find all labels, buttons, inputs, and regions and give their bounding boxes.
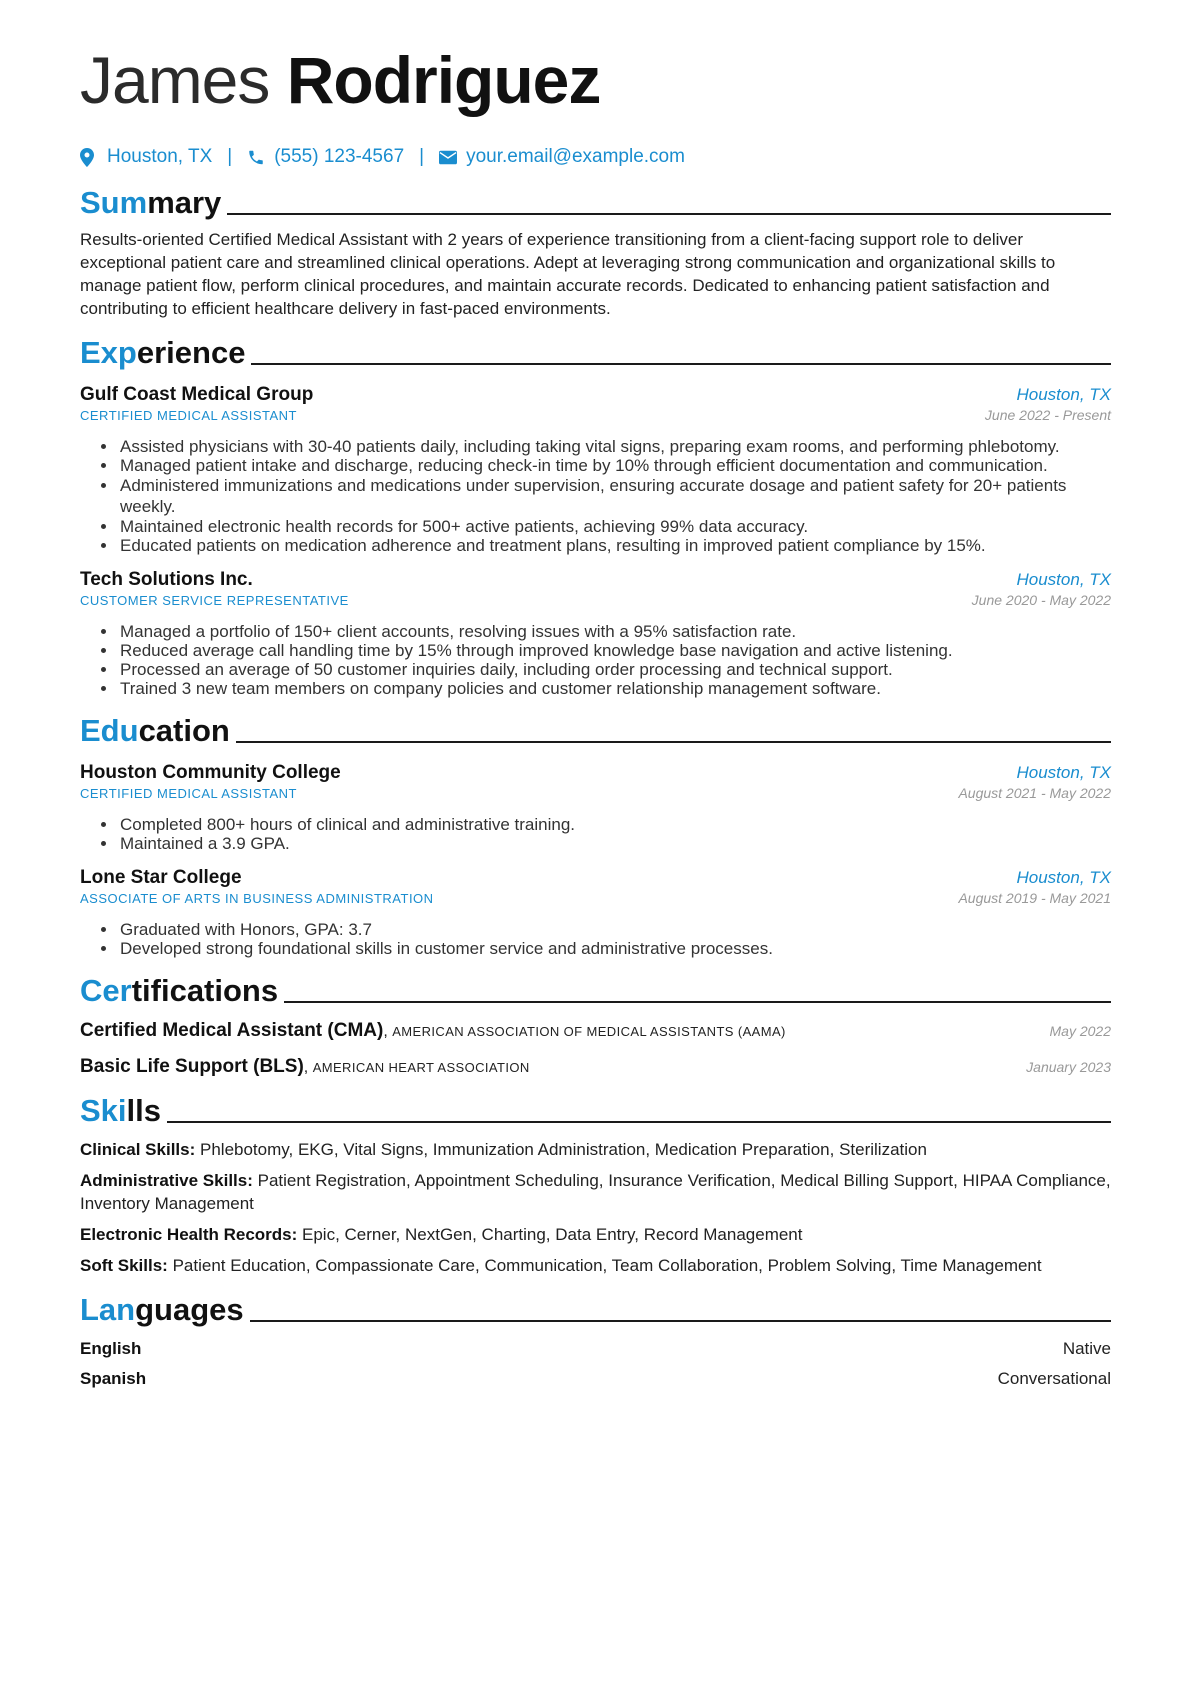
list-item: • Graduated with Honors, GPA: 3.7 [118,920,1111,939]
language-name: English [80,1339,142,1358]
certification-date: January 2023 [1026,1059,1111,1075]
entry-role: ASSOCIATE OF ARTS IN BUSINESS ADMINISTRATION [80,891,434,906]
contact-email[interactable] [439,146,685,168]
section-title: Summary [80,185,222,220]
skill-label: Electronic Health Records: [80,1225,298,1244]
entry-organization: Tech Solutions Inc. [80,569,253,590]
email-text: your.email@example.com [466,146,685,167]
skill-value: Patient Registration, Appointment Scheduling, Insurance Verification, Medical Billing Support, HIPAA Compliance, Inventory Management [80,1171,1111,1213]
resume-name [80,36,1111,124]
education-heading [80,712,1111,750]
contact-location [80,146,212,168]
list-item: • Reduced average call handling time by 15% through improved knowledge base navigation and active listening. [118,641,1111,660]
skill-item [80,1254,1111,1277]
experience-heading [80,334,1111,372]
skill-label: Clinical Skills: [80,1140,196,1159]
list-item: • Developed strong foundational skills in customer service and administrative processes. [118,939,1111,958]
languages-heading [80,1291,1111,1329]
envelope-icon [439,147,457,167]
entry-bullets [80,920,1111,958]
first-name: James [80,43,270,117]
list-item: • Educated patients on medication adherence and treatment plans, resulting in improved patient compliance by 15%. [118,536,1111,555]
certification-item: Certified Medical Assistant (CMA), AMERICAN ASSOCIATION OF MEDICAL ASSISTANTS (AAMA) May 2022 [80,1020,1111,1041]
certification-date: May 2022 [1049,1023,1111,1039]
list-item: • Trained 3 new team members on company policies and customer relationship management software. [118,679,1111,698]
list-item: • Managed a portfolio of 150+ client accounts, resolving issues with a 95% satisfaction rate. [118,622,1111,641]
entry-role: CERTIFIED MEDICAL ASSISTANT [80,786,297,801]
entry-organization: Gulf Coast Medical Group [80,384,314,405]
section-rule [251,363,1111,365]
location-text: Houston, TX [107,146,213,167]
entry-organization: Lone Star College [80,867,242,888]
education-entry [80,867,1111,958]
section-rule [250,1320,1111,1322]
entry-bullets [80,815,1111,853]
entry-date: August 2019 - May 2021 [958,890,1111,906]
contact-separator: | [227,146,233,167]
language-level: Native [1062,1339,1111,1358]
summary-heading [80,184,1111,222]
section-title: Certifications [80,973,279,1008]
contact-phone[interactable] [247,146,404,168]
section-title: Languages [80,1292,244,1327]
contact-separator: | [419,146,425,167]
skill-value: Patient Education, Compassionate Care, Communication, Team Collaboration, Problem Solving, Time Management [172,1256,1042,1275]
section-rule [236,741,1111,743]
contact-bar [80,146,1111,168]
list-item: • Maintained a 3.9 GPA. [118,834,1111,853]
certifications-heading [80,972,1111,1010]
entry-role: CERTIFIED MEDICAL ASSISTANT [80,408,297,423]
education-entry [80,762,1111,853]
last-name: Rodriguez [286,43,601,117]
section-rule [284,1001,1111,1003]
map-pin-icon [80,147,98,167]
entry-role: CUSTOMER SERVICE REPRESENTATIVE [80,593,349,608]
language-item [80,1369,1111,1389]
list-item: • Administered immunizations and medications under supervision, ensuring accurate dosage and patient safety for 20+ patients weekly. [118,475,1111,517]
section-title: Experience [80,335,246,370]
certification-item: Basic Life Support (BLS), AMERICAN HEART ASSOCIATION January 2023 [80,1056,1111,1077]
certification-issuer: AMERICAN HEART ASSOCIATION [312,1060,530,1075]
language-level: Conversational [997,1369,1111,1388]
skill-item [80,1138,1111,1161]
entry-location: Houston, TX [1016,570,1111,589]
phone-icon [247,147,265,167]
entry-date: August 2021 - May 2022 [958,785,1111,801]
summary-text: Results-oriented Certified Medical Assistant with 2 years of experience transitioning from a client-facing support role to deliver exceptional patient care and streamlined clinical operations. Adept at leveraging strong communication and organizational skills to manage patient flow, perform clinical procedures, and maintain accurate records. Dedicated to enhancing patient satisfaction and contributing to efficient healthcare delivery in fast-paced environments. [80,230,1056,318]
section-rule [167,1121,1111,1123]
list-item: • Assisted physicians with 30-40 patients daily, including taking vital signs, preparing exam rooms, and performing phlebotomy. [118,437,1111,456]
skills-heading [80,1092,1111,1130]
section-title: Education [80,713,230,748]
skill-label: Administrative Skills: [80,1171,253,1190]
language-name: Spanish [80,1369,147,1388]
entry-location: Houston, TX [1016,868,1111,887]
entry-bullets [80,622,1111,698]
section-rule [227,213,1111,215]
list-item: • Maintained electronic health records for 500+ active patients, achieving 99% data accuracy. [118,517,1111,536]
certification-issuer: AMERICAN ASSOCIATION OF MEDICAL ASSISTANTS (AAMA) [392,1024,786,1039]
entry-bullets [80,437,1111,555]
language-item [80,1339,1111,1359]
phone-text: (555) 123-4567 [274,146,405,167]
skill-value: Epic, Cerner, NextGen, Charting, Data Entry, Record Management [302,1225,803,1244]
skill-item [80,1223,1111,1246]
entry-location: Houston, TX [1016,385,1111,404]
entry-location: Houston, TX [1016,763,1111,782]
entry-date: June 2022 - Present [984,407,1111,423]
list-item: • Processed an average of 50 customer inquiries daily, including order processing and technical support. [118,660,1111,679]
certification-name: Certified Medical Assistant (CMA) [80,1020,384,1041]
skill-item [80,1169,1111,1215]
skill-value: Phlebotomy, EKG, Vital Signs, Immunization Administration, Medication Preparation, Sterilization [200,1140,927,1159]
entry-organization: Houston Community College [80,762,341,783]
entry-date: June 2020 - May 2022 [971,592,1111,608]
experience-entry [80,569,1111,698]
list-item: • Managed patient intake and discharge, reducing check-in time by 10% through efficient documentation and communication. [118,456,1111,475]
certification-name: Basic Life Support (BLS) [80,1056,304,1077]
list-item: • Completed 800+ hours of clinical and administrative training. [118,815,1111,834]
section-title: Skills [80,1093,161,1128]
skill-label: Soft Skills: [80,1256,168,1275]
experience-entry [80,384,1111,555]
